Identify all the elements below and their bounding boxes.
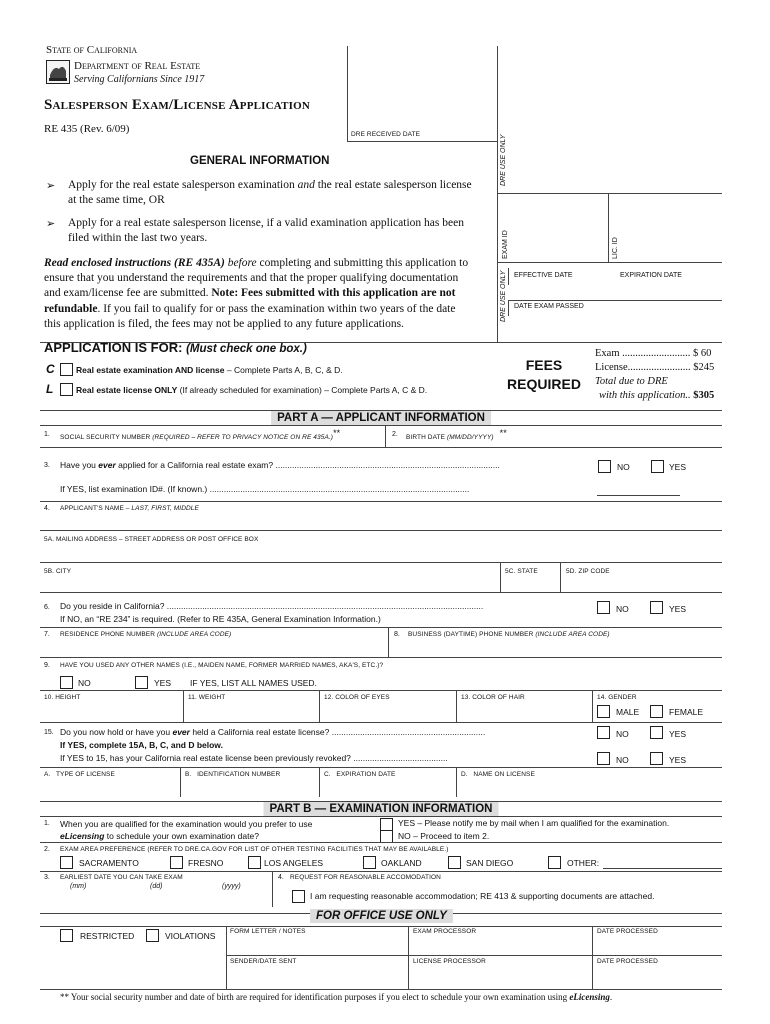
footer-note: ** Your social security number and date of birth are required for identification purposes if you elect to schedule your own examination using eLicensing. — [60, 992, 613, 1002]
male-label: MALE — [616, 707, 640, 717]
mailing-address-label: 5A. MAILING ADDRESS – STREET ADDRESS OR POST OFFICE BOX — [44, 536, 259, 543]
sacramento-label: SACRAMENTO — [79, 858, 139, 868]
yyyy-label: (yyyy) — [222, 883, 241, 890]
sender-date-label: SENDER/DATE SENT — [230, 958, 297, 965]
dd-label: (dd) — [150, 883, 163, 890]
part-b-header: PART B — EXAMINATION INFORMATION — [40, 801, 722, 817]
option-l-label: Real estate license ONLY (If already scheduled for examination) – Complete Parts A, C & D. — [76, 385, 428, 395]
q3-no-label: NO — [617, 462, 630, 472]
part-a-header: PART A — APPLICANT INFORMATION — [40, 410, 722, 426]
female-label: FEMALE — [669, 707, 704, 717]
revoked-yes-checkbox[interactable] — [650, 752, 663, 765]
weight-label: 11. WEIGHT — [188, 694, 226, 701]
female-checkbox[interactable] — [650, 705, 663, 718]
q3-no-checkbox[interactable] — [598, 460, 611, 473]
option-c-checkbox[interactable] — [60, 363, 73, 376]
license-processor-label: LICENSE PROCESSOR — [413, 958, 486, 965]
eye-color-label: 12. COLOR OF EYES — [324, 694, 390, 701]
residence-phone-label: RESIDENCE PHONE NUMBER (INCLUDE AREA CODE) — [60, 631, 232, 638]
q6-yes-checkbox[interactable] — [650, 601, 663, 614]
q9-no-label: NO — [78, 678, 91, 688]
sacramento-checkbox[interactable] — [60, 856, 73, 869]
q9-no-checkbox[interactable] — [60, 676, 73, 689]
accommodation-checkbox[interactable] — [292, 890, 305, 903]
exam-processor-label: EXAM PROCESSOR — [413, 928, 477, 935]
zip-label: 5D. ZIP CODE — [566, 568, 610, 575]
application-title: APPLICATION IS FOR: (Must check one box.) — [44, 340, 307, 355]
general-bullet-1-line2: at the same time, OR — [68, 194, 165, 206]
san-diego-label: SAN DIEGO — [466, 858, 514, 868]
date-processed-label-2: DATE PROCESSED — [597, 958, 658, 965]
bullet-icon: ➢ — [46, 180, 56, 192]
dre-seal-logo — [46, 60, 70, 84]
revoked-no-label: NO — [616, 755, 629, 765]
option-l-letter: L — [46, 382, 54, 396]
general-bullet-2-line2: filed within the last two years. — [68, 232, 208, 244]
los-angeles-label: LOS ANGELES — [264, 858, 324, 868]
restricted-checkbox[interactable] — [60, 929, 73, 942]
option-l-checkbox[interactable] — [60, 383, 73, 396]
los-angeles-checkbox[interactable] — [248, 856, 261, 869]
q6-label: Do you reside in California? ...................................................................................................................................... — [60, 601, 484, 611]
hair-color-label: 13. COLOR OF HAIR — [461, 694, 525, 701]
q15-no-checkbox[interactable] — [597, 726, 610, 739]
fees-breakdown: Exam .......................... $ 60 License........................ $245 Total due to DRE with this application.. $305 — [595, 348, 715, 401]
san-diego-checkbox[interactable] — [448, 856, 461, 869]
q3-yes-label: YES — [669, 462, 687, 472]
form-title: Salesperson Exam/License Application — [44, 97, 311, 113]
q3-exam-id-label: If YES, list examination ID#. (If known.) .............................................................................................................. — [60, 484, 470, 494]
revoked-no-checkbox[interactable] — [597, 752, 610, 765]
q3-exam-id-field[interactable] — [597, 495, 680, 496]
q9-yes-checkbox[interactable] — [135, 676, 148, 689]
restricted-label: RESTRICTED — [80, 931, 135, 941]
violations-checkbox[interactable] — [146, 929, 159, 942]
oakland-label: OAKLAND — [381, 858, 422, 868]
fees-required-title: FEES REQUIRED — [507, 357, 581, 392]
elicensing-question: When you are qualified for the examination would you prefer to use eLicensing to schedule your own examination date? — [60, 819, 313, 841]
option-c-letter: C — [46, 362, 55, 376]
applicant-name-label: APPLICANT'S NAME – LAST, FIRST, MIDDLE — [60, 505, 199, 512]
q15-revoked-label: If YES to 15, has your California real estate license been previously revoked? ........................................ — [60, 753, 448, 763]
agency-motto: Serving Californians Since 1917 — [74, 74, 205, 85]
q15-no-label: NO — [616, 729, 629, 739]
q6-no-checkbox[interactable] — [597, 601, 610, 614]
agency-state: State of California — [46, 44, 138, 56]
general-info-title: GENERAL INFORMATION — [190, 155, 330, 167]
fresno-label: FRESNO — [188, 858, 224, 868]
exam-area-label: EXAM AREA PREFERENCE (REFER TO DRE.CA.GOV FOR LIST OF OTHER TESTING FACILITIES THAT MAY BE AVAILABLE.) — [60, 846, 449, 853]
license-expiration-label: C. EXPIRATION DATE — [324, 771, 396, 778]
height-label: 10. HEIGHT — [44, 694, 81, 701]
effective-date-label: EFFECTIVE DATE — [514, 272, 573, 279]
gender-label: 14. GENDER — [597, 694, 637, 701]
oakland-checkbox[interactable] — [363, 856, 376, 869]
agency-dept: Department of Real Estate — [74, 60, 201, 72]
license-type-label: A. TYPE OF LICENSE — [44, 771, 115, 778]
option-c-label: Real estate examination AND license – Complete Parts A, B, C, & D. — [76, 365, 343, 375]
q15-label: Do you now hold or have you ever held a California real estate license? ................................................................. — [60, 727, 486, 737]
q15-yes-checkbox[interactable] — [650, 726, 663, 739]
q15-complete-note: If YES, complete 15A, B, C, and D below. — [60, 740, 223, 750]
mm-label: (mm) — [70, 883, 87, 890]
other-area-label: OTHER: — [567, 858, 600, 868]
accommodation-text: I am requesting reasonable accommodation; RE 413 & supporting documents are attached. — [310, 891, 655, 901]
q3-label: Have you ever applied for a California real estate exam? ............................................................................................... — [60, 460, 500, 470]
other-names-label: HAVE YOU USED ANY OTHER NAMES (I.E., MAIDEN NAME, FORMER MARRIED NAMES, AKA'S, ETC.)? — [60, 662, 384, 669]
office-use-title: FOR OFFICE USE ONLY — [310, 909, 453, 923]
violations-label: VIOLATIONS — [165, 931, 216, 941]
q15-yes-label: YES — [669, 729, 687, 739]
q6-note: If NO, an “RE 234” is required. (Refer to RE 435A, General Examination Information.) — [60, 614, 381, 624]
city-label: 5B. CITY — [44, 568, 72, 575]
form-number: RE 435 (Rev. 6/09) — [44, 123, 130, 135]
form-letter-label: FORM LETTER / NOTES — [230, 928, 306, 935]
bullet-icon: ➢ — [46, 218, 56, 230]
general-bullet-2: Apply for a real estate salesperson license, if a valid examination application has been — [68, 217, 464, 229]
earliest-date-label: EARLIEST DATE YOU CAN TAKE EXAM — [60, 874, 183, 881]
male-checkbox[interactable] — [597, 705, 610, 718]
q6-yes-label: YES — [669, 604, 687, 614]
other-area-field[interactable] — [603, 868, 722, 869]
dre-received-date-label: DRE RECEIVED DATE — [351, 131, 421, 138]
q9-list-names-label: IF YES, LIST ALL NAMES USED. — [190, 678, 317, 688]
part-b-yes-label: YES – Please notify me by mail when I am qualified for the examination. — [398, 818, 670, 828]
date-exam-passed-label: DATE EXAM PASSED — [514, 303, 584, 310]
q9-yes-label: YES — [154, 678, 172, 688]
ssn-label: SOCIAL SECURITY NUMBER (REQUIRED – REFER TO PRIVACY NOTICE ON RE 435A.)** — [60, 428, 341, 441]
other-area-checkbox[interactable] — [548, 856, 561, 869]
instructions-paragraph: Read enclosed instructions (RE 435A) before completing and submitting this application to ensure that you understand the requirements and that the proper qualifying documentation and exam/license fee are submitted. Note: Fees submitted with this application are not refundable. If you fail to qualify for or pass the examination within two years of the date this application is filed, the fees may not be applied to any future applications. — [44, 257, 469, 330]
name-on-license-label: D. NAME ON LICENSE — [461, 771, 535, 778]
state-label: 5C. STATE — [505, 568, 538, 575]
birth-date-label: BIRTH DATE (MM/DD/YYYY) ** — [406, 428, 507, 441]
revoked-yes-label: YES — [669, 755, 687, 765]
accommodation-label: REQUEST FOR REASONABLE ACCOMODATION — [290, 874, 441, 881]
business-phone-label: BUSINESS (DAYTIME) PHONE NUMBER (INCLUDE AREA CODE) — [408, 631, 610, 638]
q6-no-label: NO — [616, 604, 629, 614]
fresno-checkbox[interactable] — [170, 856, 183, 869]
expiration-date-label: EXPIRATION DATE — [620, 272, 682, 279]
id-number-label: B. IDENTIFICATION NUMBER — [185, 771, 281, 778]
date-processed-label: DATE PROCESSED — [597, 928, 658, 935]
general-bullet-1: Apply for the real estate salesperson examination and the real estate salesperson license — [68, 179, 472, 191]
q3-yes-checkbox[interactable] — [651, 460, 664, 473]
part-b-no-label: NO – Proceed to item 2. — [398, 831, 490, 841]
